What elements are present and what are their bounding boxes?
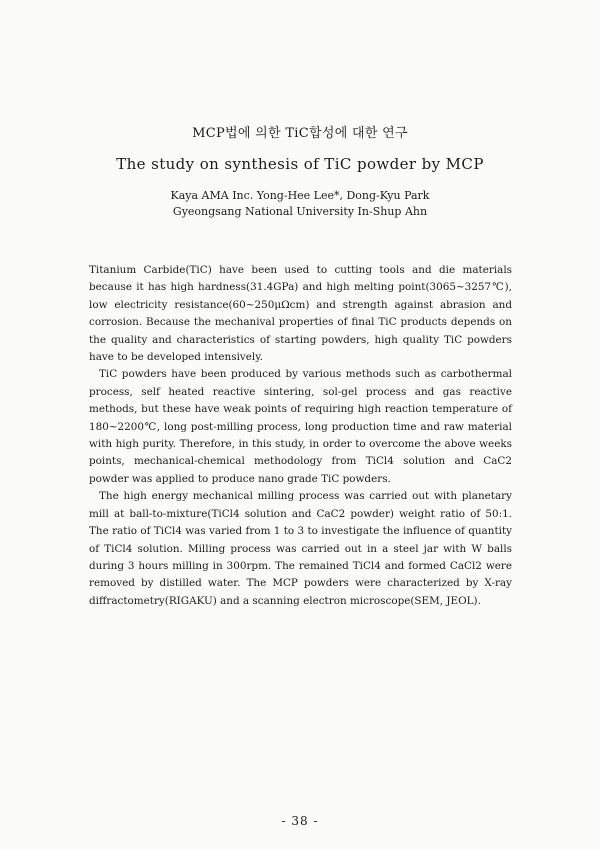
abstract-paragraph-3: The high energy mechanical milling process was carried out with planetary mill at ball-to-mixture(TiCl4 solution and CaC2 powder) weight ratio of 50:1. The ratio of TiCl4 was varied from 1 to 3 to investigate the influence of quantity of TiCl4 solution. Milling process was carried out in a steel jar with W balls during 3 hours milling in 300rpm. The remained TiCl4 and formed CaCl2 were removed by distilled water. The MCP powders were characterized by X-ray diffractometry(RIGAKU) and a scanning electron microscope(SEM, JEOL). xyxy=(89,490,512,607)
author-block xyxy=(0,188,600,220)
abstract-paragraph-2: TiC powders have been produced by various methods such as carbothermal process, self heated reactive sintering, sol-gel process and gas reactive methods, but these have weak points of requiring high reaction temperature of 180~2200℃, long post-milling process, long production time and raw material with high purity. Therefore, in this study, in order to overcome the above weeks points, mechanical-chemical methodology from TiCl4 solution and CaC2 powder was applied to produce nano grade TiC powders. xyxy=(89,368,512,485)
abstract-paragraph-1: Titanium Carbide(TiC) have been used to cutting tools and die materials because it has high hardness(31.4GPa) and high melting point(3065~3257℃), low electricity resistance(60~250μΩcm) and strength against abrasion and corrosion. Because the mechanival properties of final TiC products depends on the quality and characteristics of starting powders, high quality TiC powders have to be developed intensively. xyxy=(89,264,512,364)
page-number: - 38 - xyxy=(281,814,319,828)
abstract-body xyxy=(89,262,512,610)
korean-title: MCP법에 의한 TiC합성에 대한 연구 xyxy=(192,126,408,141)
english-title: The study on synthesis of TiC powder by MCP xyxy=(116,155,484,173)
author-line-2: Gyeongsang National University In-Shup Ahn xyxy=(172,205,428,218)
author-line-1: Kaya AMA Inc. Yong-Hee Lee*, Dong-Kyu Park xyxy=(170,189,430,202)
